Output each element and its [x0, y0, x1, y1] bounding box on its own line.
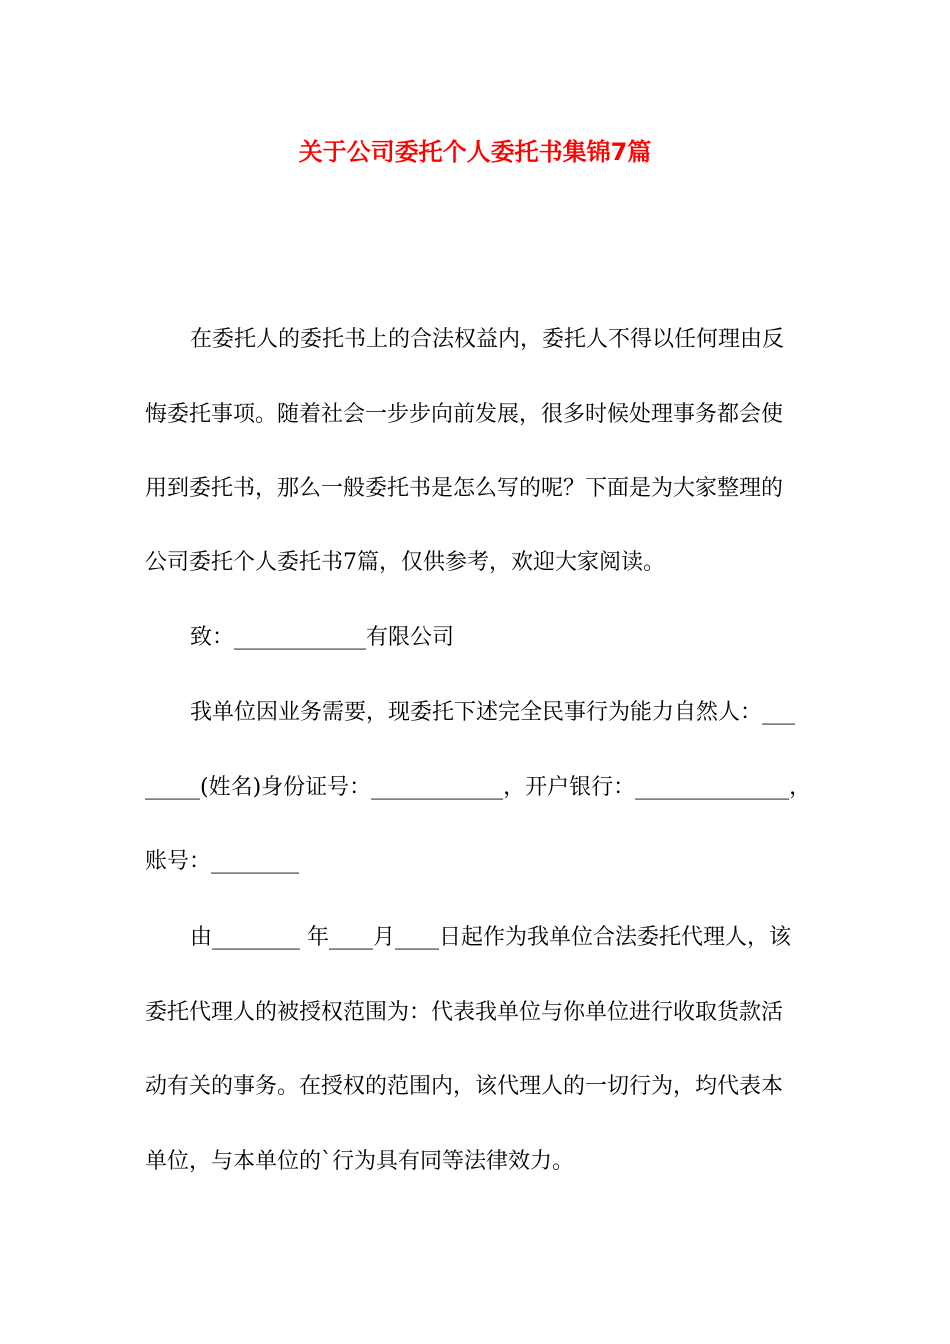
paragraph-scope-line-2: 委托代理人的被授权范围为：代表我单位与你单位进行收取货款活	[145, 1000, 784, 1025]
paragraph-agent-line-1: 我单位因业务需要，现委托下述完全民事行为能力自然人：___	[190, 700, 796, 725]
document-title: 关于公司委托个人委托书集锦7篇	[298, 138, 652, 166]
paragraph-intro-line-3: 用到委托书，那么一般委托书是怎么写的呢？下面是为大家整理的	[145, 476, 784, 501]
paragraph-intro-line-2: 悔委托事项。随着社会一步步向前发展，很多时候处理事务都会使	[145, 402, 784, 427]
paragraph-intro-line-1: 在委托人的委托书上的合法权益内，委托人不得以任何理由反	[190, 327, 785, 352]
paragraph-intro-line-4: 公司委托个人委托书7篇，仅供参考，欢迎大家阅读。	[145, 550, 665, 575]
paragraph-agent-line-3: 账号：________	[145, 849, 300, 874]
addressee-line: 致：____________有限公司	[190, 625, 455, 650]
paragraph-agent-line-2: _____(姓名)身份证号：____________，开户银行：______________，	[145, 775, 812, 800]
paragraph-scope-line-4: 单位，与本单位的`行为具有同等法律效力。	[145, 1149, 575, 1174]
paragraph-scope-line-3: 动有关的事务。在授权的范围内，该代理人的一切行为，均代表本	[145, 1074, 784, 1099]
paragraph-scope-line-1: 由________ 年____月____日起作为我单位合法委托代理人，该	[190, 925, 791, 950]
